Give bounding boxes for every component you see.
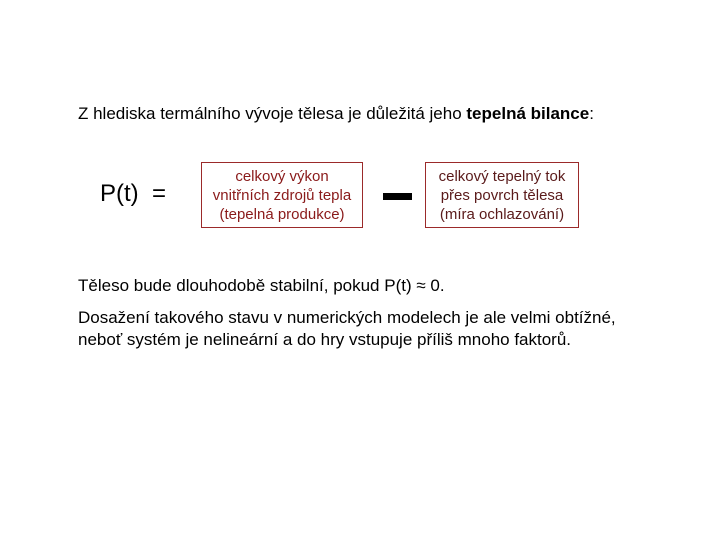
equation-lhs: P(t) = xyxy=(100,180,167,207)
difficulty-line-2: neboť systém je nelineární a do hry vstupuje příliš mnoho faktorů. xyxy=(78,330,572,349)
box2-line-1: celkový tepelný tok xyxy=(438,167,566,185)
box2-line-2: přes povrch tělesa xyxy=(440,186,564,204)
box1-line-2: vnitřních zdrojů tepla xyxy=(212,186,352,204)
minus-sign xyxy=(383,193,412,200)
intro-bold-term: tepelná bilance xyxy=(466,104,590,123)
box2-line-3: (míra ochlazování) xyxy=(439,205,565,223)
box1-line-3: (tepelná produkce) xyxy=(219,205,345,223)
stability-condition: Těleso bude dlouhodobě stabilní, pokud P(t) ≈ 0. xyxy=(78,276,445,295)
difficulty-line-1: Dosažení takového stavu v numerických modelech je ale velmi obtížné, xyxy=(78,308,616,327)
heat-production-box xyxy=(201,162,363,228)
intro-suffix: : xyxy=(589,104,594,123)
heat-flux-box xyxy=(425,162,579,228)
intro-sentence xyxy=(78,104,594,124)
box1-line-1: celkový výkon xyxy=(235,167,329,185)
intro-prefix: Z hlediska termálního vývoje tělesa je důležitá jeho xyxy=(78,104,467,123)
